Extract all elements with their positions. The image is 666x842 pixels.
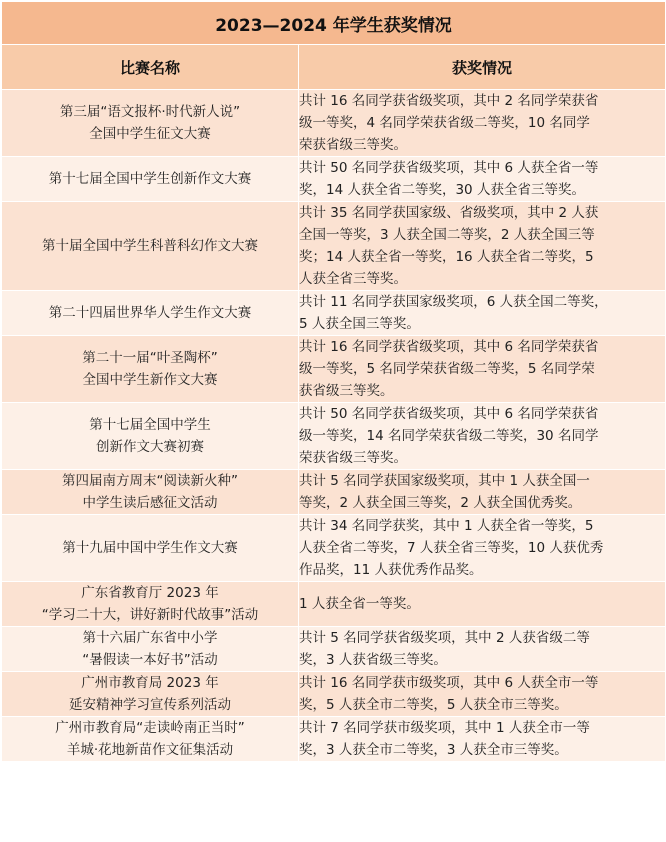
award-detail-cell (299, 582, 666, 627)
award-detail-cell (299, 470, 666, 515)
table-row (2, 582, 666, 627)
competition-name-cell (2, 90, 299, 157)
competition-name-line: 广东省教育厅 2023 年 (81, 585, 219, 601)
competition-name-line: 第十六届广东省中小学 (82, 630, 218, 646)
table-body (2, 90, 666, 762)
award-detail-line: 荣获省级三等奖。 (299, 137, 407, 153)
award-detail-line: 奖，5 人获全市二等奖，5 人获全市三等奖。 (299, 697, 568, 713)
header-row (2, 45, 666, 90)
competition-name-line: 延安精神学习宣传系列活动 (69, 697, 231, 713)
competition-name-line: 创新作文大赛初赛 (96, 439, 204, 455)
competition-name-line: 全国中学生征文大赛 (89, 126, 211, 142)
award-detail-line: 奖；14 人获全省一等奖，16 人获全省二等奖，5 (299, 249, 594, 265)
competition-name-line: “学习二十大，讲好新时代故事”活动 (41, 607, 259, 623)
competition-name-cell (2, 717, 299, 762)
competition-name-line: 第十七届全国中学生创新作文大赛 (48, 171, 252, 187)
award-detail-line: 共计 50 名同学获省级奖项，其中 6 名同学荣获省 (299, 406, 599, 422)
award-detail-line: 奖，3 人获全市二等奖，3 人获全市三等奖。 (299, 742, 568, 758)
competition-name-line: 第二十四届世界华人学生作文大赛 (48, 305, 252, 321)
competition-name-cell (2, 336, 299, 403)
table-row (2, 157, 666, 202)
award-detail-line: 奖，14 人获全省二等奖，30 人获全省三等奖。 (299, 182, 585, 198)
title-row (2, 2, 666, 45)
award-detail-cell (299, 515, 666, 582)
table-title: 2023—2024 年学生获奖情况 (2, 2, 666, 45)
award-detail-cell (299, 291, 666, 336)
table-row (2, 717, 666, 762)
competition-name-cell (2, 582, 299, 627)
award-detail-line: 共计 16 名同学获省级奖项，其中 6 名同学荣获省 (299, 339, 599, 355)
award-detail-line: 全国一等奖，3 人获全国二等奖，2 人获全国三等 (299, 227, 595, 243)
award-detail-line: 共计 50 名同学获省级奖项，其中 6 人获全省一等 (299, 160, 599, 176)
award-detail-cell (299, 157, 666, 202)
table-row (2, 403, 666, 470)
table-row (2, 627, 666, 672)
award-detail-cell (299, 403, 666, 470)
award-detail-line: 获省级三等奖。 (299, 383, 394, 399)
competition-name-line: “暑假读一本好书”活动 (82, 652, 218, 668)
award-detail-line: 人获全省三等奖。 (299, 271, 407, 287)
competition-name-line: 广州市教育局“走读岭南正当时” (55, 720, 245, 736)
competition-name-cell (2, 515, 299, 582)
table-row (2, 291, 666, 336)
award-detail-line: 等奖，2 人获全国三等奖，2 人获全国优秀奖。 (299, 495, 582, 511)
award-detail-line: 共计 11 名同学获国家级奖项，6 人获全国二等奖， (299, 294, 608, 310)
table-row (2, 336, 666, 403)
award-detail-line: 共计 16 名同学获省级奖项，其中 2 名同学荣获省 (299, 93, 599, 109)
competition-name-line: 第四届南方周末“阅读新火种” (62, 473, 238, 489)
award-detail-cell (299, 90, 666, 157)
award-detail-line: 作品奖，11 人获优秀作品奖。 (299, 562, 483, 578)
award-detail-line: 共计 7 名同学获市级奖项，其中 1 人获全市一等 (299, 720, 590, 736)
award-detail-line: 级一等奖，4 名同学荣获省级二等奖，10 名同学 (299, 115, 590, 131)
competition-name-cell (2, 627, 299, 672)
competition-name-line: 第二十一届“叶圣陶杯” (82, 350, 218, 366)
award-detail-line: 荣获省级三等奖。 (299, 450, 407, 466)
award-detail-cell (299, 202, 666, 291)
competition-name-cell (2, 202, 299, 291)
competition-name-cell (2, 470, 299, 515)
competition-name-line: 第十七届全国中学生 (89, 417, 211, 433)
competition-name-line: 第十九届中国中学生作文大赛 (62, 540, 238, 556)
table-row (2, 202, 666, 291)
competition-name-cell (2, 291, 299, 336)
table-row (2, 90, 666, 157)
competition-name-line: 广州市教育局 2023 年 (81, 675, 219, 691)
competition-name-line: 全国中学生新作文大赛 (82, 372, 218, 388)
award-detail-line: 共计 16 名同学获市级奖项，其中 6 人获全市一等 (299, 675, 599, 691)
competition-name-line: 第十届全国中学生科普科幻作文大赛 (42, 238, 258, 254)
competition-name-cell (2, 157, 299, 202)
table-row (2, 515, 666, 582)
award-detail-line: 共计 5 名同学获国家级奖项，其中 1 人获全国一 (299, 473, 590, 489)
award-detail-line: 级一等奖，14 名同学荣获省级二等奖，30 名同学 (299, 428, 599, 444)
award-detail-cell (299, 672, 666, 717)
competition-name-line: 羊城·花地新苗作文征集活动 (66, 742, 234, 758)
table-row (2, 672, 666, 717)
table-row (2, 470, 666, 515)
award-detail-line: 级一等奖，5 名同学荣获省级二等奖，5 名同学荣 (299, 361, 595, 377)
competition-name-cell (2, 672, 299, 717)
award-detail-line: 共计 5 名同学获省级奖项，其中 2 人获省级二等 (299, 630, 590, 646)
award-detail-line: 1 人获全省一等奖。 (299, 596, 420, 612)
award-detail-line: 5 人获全国三等奖。 (299, 316, 420, 332)
award-detail-line: 共计 35 名同学获国家级、省级奖项，其中 2 人获 (299, 205, 599, 221)
award-detail-cell (299, 717, 666, 762)
column-header-competition: 比赛名称 (2, 45, 299, 90)
award-detail-line: 人获全省二等奖，7 人获全省三等奖，10 人获优秀 (299, 540, 604, 556)
award-detail-cell (299, 627, 666, 672)
competition-name-line: 第三届“语文报杯·时代新人说” (59, 104, 241, 120)
award-detail-cell (299, 336, 666, 403)
awards-table (1, 1, 666, 762)
competition-name-line: 中学生读后感征文活动 (82, 495, 218, 511)
competition-name-cell (2, 403, 299, 470)
award-detail-line: 奖，3 人获省级三等奖。 (299, 652, 447, 668)
column-header-result: 获奖情况 (299, 45, 666, 90)
award-detail-line: 共计 34 名同学获奖，其中 1 人获全省一等奖，5 (299, 518, 594, 534)
